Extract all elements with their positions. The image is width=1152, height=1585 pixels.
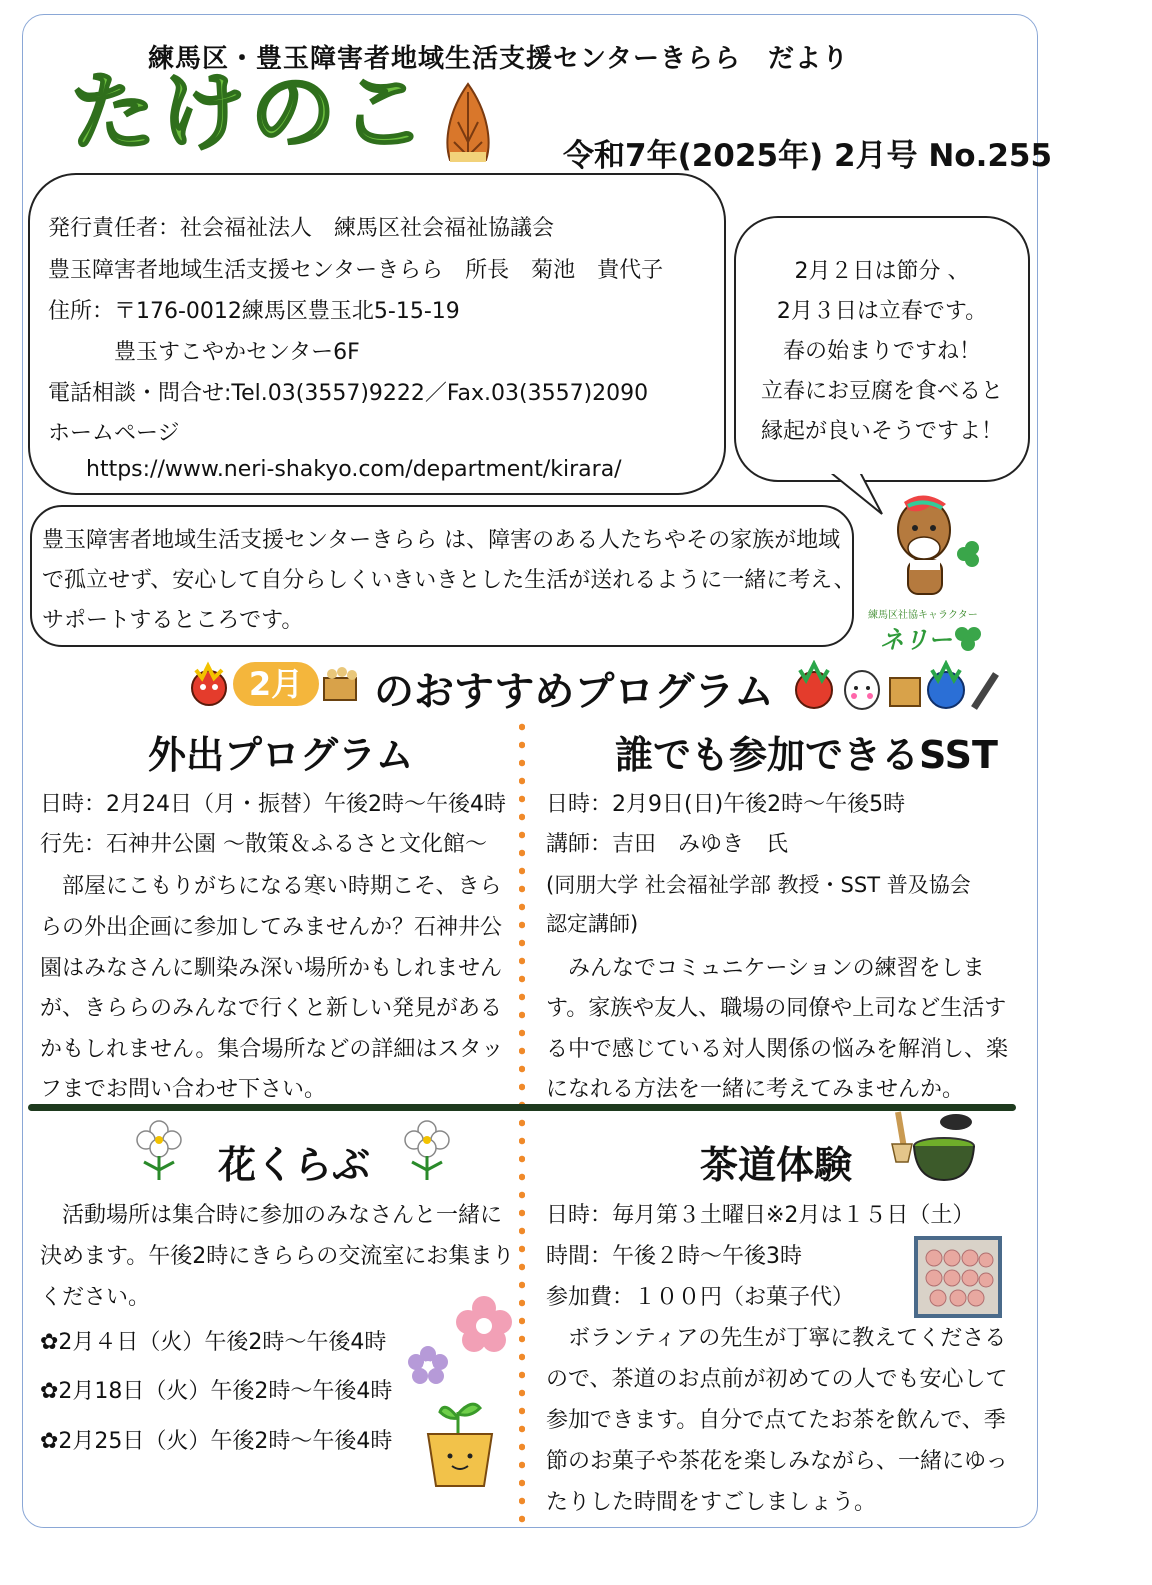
white-flower-icon <box>128 1116 190 1182</box>
outing-text-line: フまでお問い合わせ下さい。 <box>40 1077 327 1102</box>
outing-text-line: かもしれません。集合場所などの詳細はスタッ <box>40 1037 504 1062</box>
director-line: 豊玉障害者地域生活支援センターきらら 所長 菊池 貴代子 <box>48 258 664 283</box>
clover-icon <box>950 622 986 652</box>
tea-text-line: ボランティアの先生が丁寧に教えてくださる <box>546 1326 1007 1351</box>
matcha-bowl-icon <box>882 1104 986 1184</box>
speech-bubble <box>734 216 1030 482</box>
contact-line: 電話相談・問合せ:Tel.03(3557)9222／Fax.03(3557)2090 <box>48 381 649 406</box>
bubble-line: 縁起が良いそうですよ！ <box>760 419 1003 444</box>
flower-text-line: ください。 <box>40 1285 151 1310</box>
bubble-line: 立春にお豆腐を食べると <box>760 379 1003 404</box>
sst-date: 日時：2月9日(日)午後2時～午後5時 <box>546 792 906 817</box>
sst-text-line: みんなでコミュニケーションの練習をしま <box>546 956 985 981</box>
sst-text-line: す。家族や友人、職場の同僚や上司など生活す <box>546 996 1007 1021</box>
bubble-line: 2月２日は節分 、 <box>794 259 970 284</box>
bean-box-icon <box>320 664 362 704</box>
about-line: サポートするところです。 <box>42 608 304 633</box>
tea-text-line: 節のお菓子や茶花を楽しみながら、一緒にゆっ <box>546 1449 1008 1474</box>
building-line: 豊玉すこやかセンター6F <box>114 340 360 365</box>
issue-number: 令和7年(2025年) 2月号 No.255 <box>563 138 1053 174</box>
bubble-line: 春の始まりですね！ <box>782 339 981 364</box>
outing-destination: 行先：石神井公園 ～散策＆ふるさと文化館～ <box>40 832 487 857</box>
mascot-name: ネリー <box>880 626 952 654</box>
outing-text-line: 部屋にこもりがちになる寒い時期こそ、きら <box>40 874 502 899</box>
homepage-label: ホームページ <box>48 421 180 446</box>
nelly-mascot-icon <box>884 492 980 604</box>
organization-title: 練馬区・豊玉障害者地域生活支援センターきらら だより <box>148 44 849 74</box>
homepage-link[interactable]: https://www.neri-shakyo.com/department/kirara/ <box>86 457 622 482</box>
outing-text-line: 園はみなさんに馴染み深い場所かもしれません <box>40 956 503 981</box>
sweets-photo <box>914 1236 1002 1318</box>
sst-affiliation: 認定講師) <box>546 912 639 936</box>
horizontal-divider <box>28 1104 1016 1111</box>
vertical-divider <box>519 718 525 1524</box>
flower-date: ✿2月18日（火）午後2時～午後4時 <box>40 1379 393 1404</box>
tea-time: 時間：午後２時～午後3時 <box>546 1244 802 1269</box>
address-line: 住所：〒176-0012練馬区豊玉北5-15-19 <box>48 299 460 324</box>
sst-text-line: になれる方法を一緒に考えてみませんか。 <box>546 1077 965 1102</box>
flower-date: ✿2月25日（火）午後2時～午後4時 <box>40 1429 393 1454</box>
setsubun-decoration-icon <box>790 660 1004 712</box>
tea-text-line: たりした時間をすごしましょう。 <box>546 1490 877 1515</box>
flower-pot-decoration-icon <box>408 1294 516 1490</box>
publisher-info-box <box>28 173 726 495</box>
about-line: 豊玉障害者地域生活支援センターきらら は、障害のある人たちやその家族が地域 <box>42 528 841 553</box>
sst-text-line: る中で感じている対人関係の悩みを解消し、楽 <box>546 1037 1009 1062</box>
about-line: で孤立せず、安心して自分らしくいきいきとした生活が送れるように一緒に考え、 <box>42 568 856 593</box>
outing-title: 外出プログラム <box>148 733 414 777</box>
newsletter-logo: たけのこ <box>70 63 430 163</box>
flower-club-title: 花くらぶ <box>218 1143 371 1187</box>
white-flower-icon <box>396 1116 458 1182</box>
flower-text-line: 決めます。午後2時にきららの交流室にお集まり <box>40 1244 515 1269</box>
tea-ceremony-title: 茶道体験 <box>700 1143 853 1187</box>
sst-title: 誰でも参加できるSST <box>615 733 998 777</box>
tea-date: 日時：毎月第３土曜日※2月は１５日（土） <box>546 1203 975 1228</box>
outing-text-line: が、きららのみんなで行くと新しい発見がある <box>40 996 503 1021</box>
sst-lecturer: 講師：吉田 みゆき 氏 <box>546 832 789 857</box>
outing-date: 日時：2月24日（月・振替）午後2時～午後4時 <box>40 792 506 817</box>
flower-date: ✿2月４日（火）午後2時～午後4時 <box>40 1330 387 1355</box>
flower-text-line: 活動場所は集合時に参加のみなさんと一緒に <box>40 1203 503 1228</box>
mascot-caption: 練馬区社協キャラクター <box>868 610 978 621</box>
tea-fee: 参加費：１００円（お菓子代） <box>546 1285 855 1310</box>
recommend-title: のおすすめプログラム <box>374 669 774 715</box>
bubble-line: 2月３日は立春です。 <box>776 299 988 324</box>
publisher-line: 発行責任者：社会福祉法人 練馬区社会福祉協議会 <box>48 216 555 241</box>
tea-text-line: ので、茶道のお点前が初めての人でも安心して <box>546 1367 1008 1392</box>
red-oni-icon <box>188 660 230 708</box>
about-box <box>30 505 854 647</box>
month-badge: 2月 <box>233 662 319 706</box>
outing-text-line: らの外出企画に参加してみませんか？石神井公 <box>40 915 503 940</box>
bamboo-shoot-icon <box>440 82 496 164</box>
sst-affiliation: (同朋大学 社会福祉学部 教授・SST 普及協会 <box>546 873 971 897</box>
tea-text-line: 参加できます。自分で点てたお茶を飲んで、季 <box>546 1408 1006 1433</box>
